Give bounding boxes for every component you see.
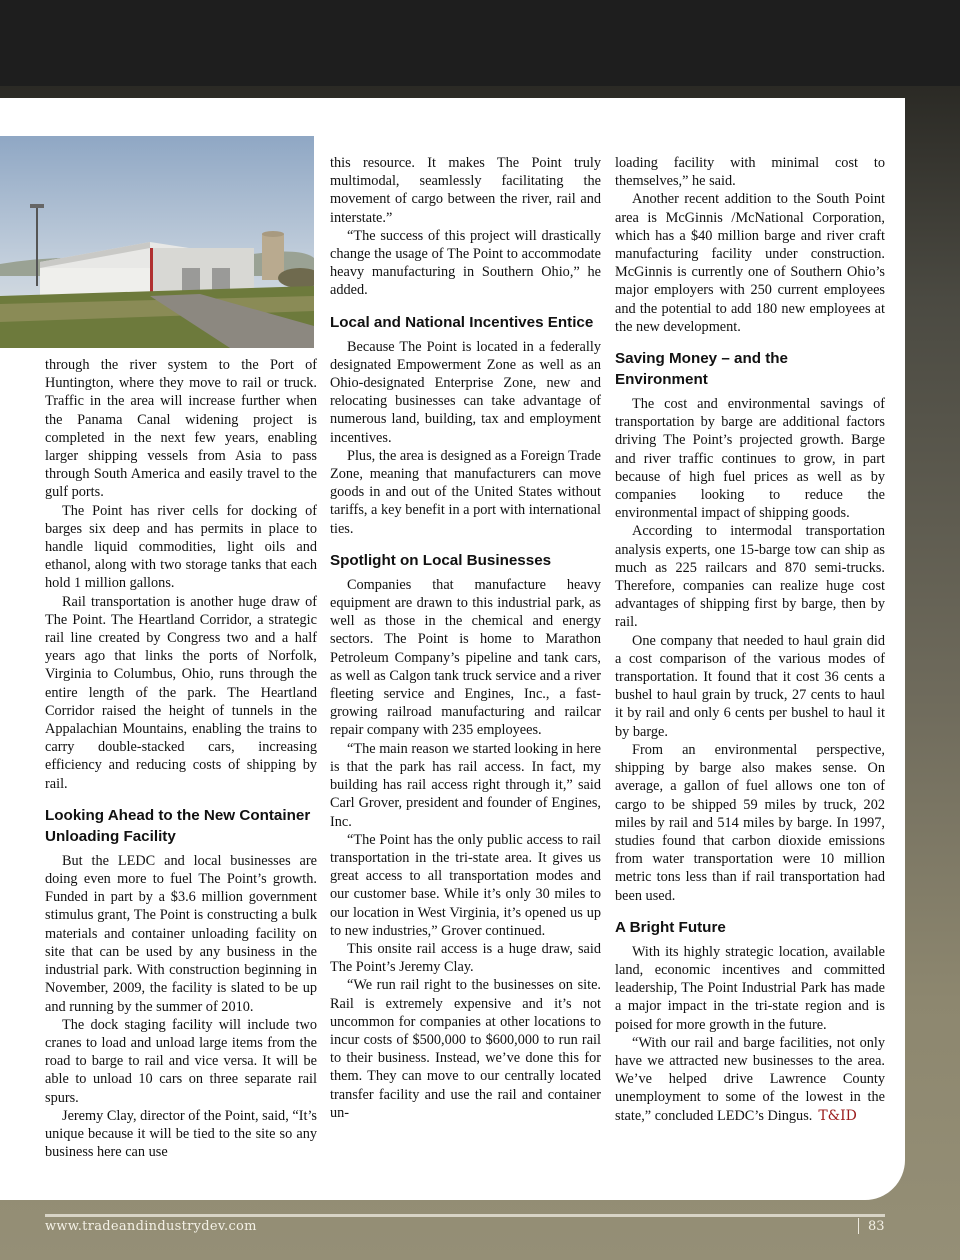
paragraph: The Point has river cells for docking of barges six deep and has permits in place to handle liquid commodities, light oils and ethanol, along with two storage tanks that each hold 1 million gallons.	[45, 502, 317, 592]
paragraph: The dock staging facility will include two cranes to load and unload large items from the road to barge to rail and vice versa. It will be able to unload 10 cars on three separate rail spurs.	[45, 1016, 317, 1106]
paragraph: Another recent addition to the South Point area is McGinnis /McNational Corporation, which has a $40 million barge and river craft manufacturing facility under construction. McGinnis is currently one of Southern Ohio’s major employers with 250 current employees and the potential to add 180 new employees at the new development.	[615, 191, 885, 335]
page-number: 83	[868, 1219, 885, 1234]
top-dark-band	[0, 0, 960, 86]
paragraph: But the LEDC and local businesses are doing even more to fuel The Point’s growth. Funded in part by a $3.6 million government stimulus grant, The Point is constructing a bulk materials and container unloading facility on site that can be used by any business in the industrial park. With construction beginning in November, 2009, the facility is slated to be up and running by the summer of 2010.	[45, 852, 317, 1015]
section-heading: Saving Money – and the Environment	[615, 350, 789, 389]
section-heading: Spotlight on Local Businesses	[330, 551, 552, 569]
paragraph: this resource. It makes The Point truly multimodal, seamlessly facilitating the movement of cargo between the river, rail and interstate.”	[330, 155, 601, 226]
end-mark-logo: T&ID	[818, 1107, 857, 1124]
paragraph: With its highly strategic location, available land, economic incentives and committed leadership, The Point Industrial Park has made a major impact in the tri-state region and is poised for more growth in the future.	[615, 943, 885, 1033]
paragraph: Jeremy Clay, director of the Point, said, “It’s unique because it will be tied to the site so any business here can use	[45, 1107, 317, 1161]
paragraph: “The main reason we started looking in here is that the park has rail access. In fact, my building has rail access right through it,” said Carl Grover, president and founder of Engines, Inc.	[330, 740, 601, 830]
paragraph: This onsite rail access is a huge draw, said The Point’s Jeremy Clay.	[330, 940, 601, 976]
article-column-2	[330, 154, 601, 1122]
section-heading: Local and National Incentives Entice	[330, 313, 594, 331]
section-heading: A Bright Future	[615, 918, 726, 936]
industrial-building-photo	[0, 136, 314, 348]
paragraph: The cost and environmental savings of transportation by barge are additional factors driving The Point’s projected growth. Barge and river traffic continues to grow, in part because of high fuel prices as well as by companies looking to reduce the environmental impact of shipping goods.	[615, 396, 885, 522]
paragraph: Rail transportation is another huge draw of The Point. The Heartland Corridor, a strategic rail line created by Congress two and a half years ago that links the ports of Norfolk, Virginia to Columbus, Ohio, runs through the entire length of the park. The Heartland Corridor raised the height of tunnels in the Appalachian Mountains, enabling the trains to carry double-stacked cars, increasing efficiency and reducing costs of shipping by rail.	[45, 593, 317, 792]
paragraph: One company that needed to haul grain did a cost comparison of the various modes of transportation. It found that it cost 36 cents a bushel to haul grain by truck, 27 cents to haul it by rail and only 6 cents per bushel to haul it by barge.	[615, 632, 885, 740]
paragraph-text: “With our rail and barge facilities, not only have we attracted new businesses to the area. We’ve helped drive Lawrence County unemployment to some of the lowest in the state,” concluded LEDC’s Dingus.	[615, 1034, 885, 1124]
footer-rule	[45, 1214, 885, 1217]
paragraph: Companies that manufacture heavy equipment are drawn to this industrial park, as well as those in the chemical and energy sectors. The Point is home to Marathon Petroleum Company’s pipeline and tank cars, as well as Calgon tank truck service and a river fleeting service and Engines, Inc., a fast-growing railroad manufacturing and railcar repair company with 235 employees.	[330, 576, 601, 739]
article-photo	[0, 136, 314, 348]
article-column-3	[615, 154, 885, 1125]
paragraph: From an environmental perspective, shipping by barge also makes sense. On average, a gallon of fuel allows one ton of cargo to be shipped 59 miles by truck, 202 miles by rail and 514 miles by barge. In 1997, studies found that carbon dioxide emissions from water transportation were 10 million metric tons less than if rail transportation had been used.	[615, 741, 885, 904]
paragraph: According to intermodal transportation analysis experts, one 15-barge tow can ship as much as 225 railcars and 870 semi-trucks. Therefore, companies can realize huge cost advantages of shipping first by barge, then by rail.	[615, 523, 885, 631]
paragraph	[615, 1034, 885, 1125]
paragraph: “The Point has the only public access to rail transportation in the tri-state area. It gives us great access to all transportation modes and our customer base. While it’s only 30 miles to our location in West Virginia, it’s opened us up to new industries,” Grover continued.	[330, 831, 601, 939]
paragraph: loading facility with minimal cost to themselves,” he said.	[615, 155, 885, 190]
paragraph: Plus, the area is designed as a Foreign Trade Zone, meaning that manufacturers can move goods in and out of the United States without tariffs, a key benefit in a port with international ties.	[330, 447, 601, 537]
paragraph: “We run rail right to the businesses on site. Rail is extremely expensive and it’s not uncommon for companies at other locations to incur costs of $500,000 to $600,000 to run rail to their business. Instead, we’ve done this for them. They can move to our centrally located transfer facility and use the rail and container un-	[330, 977, 601, 1121]
article-column-1	[45, 356, 317, 1161]
paragraph: “The success of this project will drastically change the usage of The Point to accommodate heavy manufacturing in Southern Ohio,” he added.	[330, 227, 601, 299]
paragraph: Because The Point is located in a federally designated Empowerment Zone as well as an Ohio-designated Enterprise Zone, new and relocating businesses can take advantage of numerous land, building, tax and employment incentives.	[330, 338, 601, 446]
paragraph: through the river system to the Port of Huntington, where they move to rail or truck. Traffic in the area will increase further when the Panama Canal widening project is completed in the next few years, enabling larger shipping vessels from Asia to pass through South America and easily travel to the gulf ports.	[45, 357, 317, 501]
footer-divider	[858, 1218, 859, 1234]
footer-website-link[interactable]: www.tradeandindustrydev.com	[45, 1219, 257, 1234]
section-heading: Looking Ahead to the New Container Unloading Facility	[45, 806, 311, 845]
